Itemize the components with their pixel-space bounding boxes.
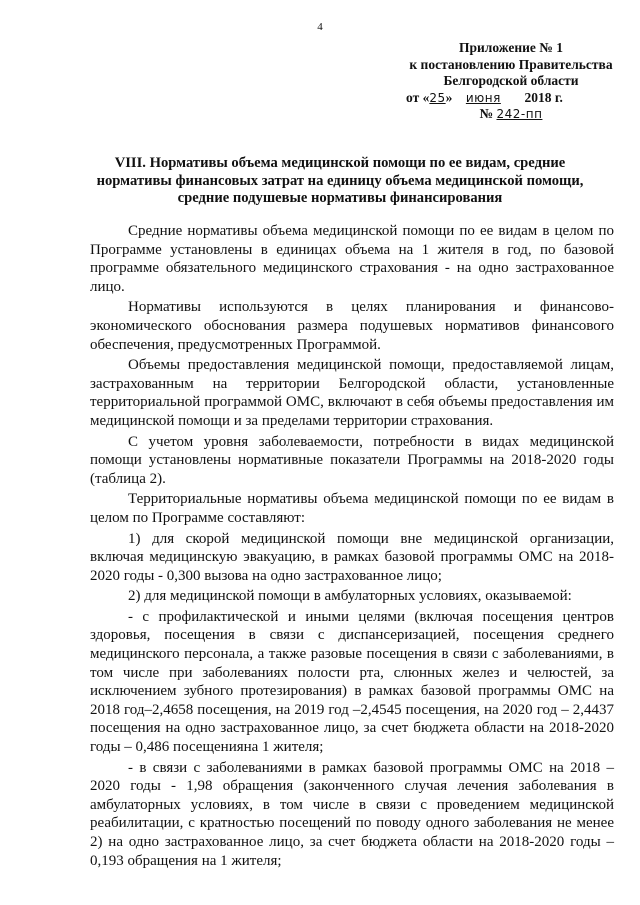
number-prefix: № (479, 106, 494, 121)
paragraph: Объемы предоставления медицинской помощи, предоставляемой лицам, застрахованным на территории Белгородской области, установленные территориальной программой ОМС, включают в себя объемы предоставления им медицинской помощи и за пределами территории страхования. (90, 357, 614, 429)
appendix-region-line: Белгородской области (443, 73, 579, 88)
paragraph: 2) для медицинской помощи в амбулаторных условиях, оказываемой: (128, 588, 572, 605)
section-heading: VIII. Нормативы объема медицинской помощи по ее видам, средние нормативы финансовых затрат на единицу объема медицинской помощи, средние подушевые нормативы финансирования (96, 155, 584, 206)
appendix-resolution-line: к постановлению Правительства (409, 56, 613, 72)
appendix-date-line (386, 90, 636, 107)
appendix-number-line (386, 106, 636, 123)
date-mid: » (445, 89, 453, 105)
appendix-block (386, 40, 636, 123)
body-text (90, 222, 614, 872)
paragraph: - в связи с заболеваниями в рамках базовой программы ОМС на 2018 – 2020 годы - 1,98 обращения (законченного случая лечения заболевания в амбулаторных условиях, в том числе в связи с проведением медицинской реабилитации, с кратностью посещений по поводу одного заболевания не менее 2) на одно застрахованное лицо, за счет бюджета области на 2018-2020 годы – 0,193 обращения на 1 жителя; (90, 759, 614, 869)
paragraph: Территориальные нормативы объема медицинской помощи по ее видам в целом по Программе составляют: (90, 491, 614, 526)
date-year: 2018 г. (524, 89, 563, 105)
date-prefix: от « (406, 89, 430, 105)
paragraph: Средние нормативы объема медицинской помощи по ее видам в целом по Программе установлены в единицах объема на 1 жителя в год, по базовой программе обязательного медицинского страхования - на одно застрахованное лицо. (90, 223, 614, 295)
paragraph: - с профилактической и иными целями (включая посещения центров здоровья, посещения в связи с диспансеризацией, посещения среднего медицинского персонала, а также разовые посещения в связи с заболеваниями, в том числе при заболеваниях полости рта, слюнных желез и челюстей, за исключением зубного протезирования) в рамках базовой программы ОМС на 2018 год–2,4658 посещения, на 2019 год –2,4545 посещения, на 2020 год – 2,4437 посещения на одно застрахованное лицо, за счет бюджета области на 2018-2020 годы – 0,486 посещениянa 1 жителя; (90, 608, 614, 756)
paragraph: Нормативы используются в целях планирования и финансово-экономического обоснования размера подушевых нормативов финансового обеспечения, предусмотренных Программой. (90, 299, 614, 353)
resolution-number: 242-пп (496, 107, 543, 121)
appendix-title: Приложение № 1 (459, 40, 563, 55)
date-month: июня (465, 90, 501, 105)
page-number: 4 (317, 21, 323, 33)
paragraph: 1) для скорой медицинской помощи вне медицинской организации, включая медицинскую эвакуацию, в рамках базовой программы ОМС на 2018-2020 годы - 0,300 вызова на одно застрахованное лицо; (90, 530, 614, 584)
paragraph: С учетом уровня заболеваемости, потребности в видах медицинской помощи установлены нормативные показатели Программы на 2018-2020 годы (таблица 2). (90, 433, 614, 487)
date-day: 25 (429, 90, 446, 105)
